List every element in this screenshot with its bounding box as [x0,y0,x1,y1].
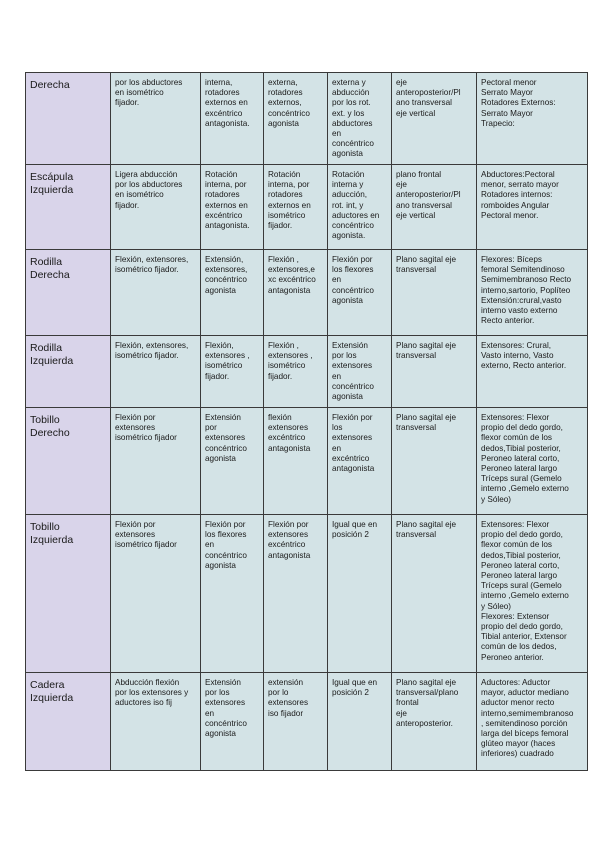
table-row [26,515,588,673]
table-cell: Plano sagital eje transversal/plano frontal eje anteroposterior. [392,673,477,771]
table-cell: Flexión, extensores, isométrico fijador. [111,250,201,336]
table-cell: Extensores: Flexor propio del dedo gordo, flexor común de los dedos,Tibial posterior, Peroneo lateral corto, Peroneo lateral largo Tríceps sural (Gemelo interno ,Gemelo externo y Sóleo) [477,408,588,515]
table-cell: extensión por lo extensores iso fijador [264,673,328,771]
table-cell: Plano sagital eje transversal [392,250,477,336]
table-cell: Flexión por extensores excéntrico antagonista [264,515,328,673]
table-cell: Flexión por los extensores en excéntrico antagonista [328,408,392,515]
muscle-analysis-table [25,72,588,771]
table-cell: Rotación interna y aducción, rot. int, y aductores en concéntrico agonista. [328,165,392,250]
table-row [26,250,588,336]
table-cell: flexión extensores excéntrico antagonista [264,408,328,515]
table-cell: Plano sagital eje transversal [392,336,477,408]
table-cell: Igual que en posición 2 [328,673,392,771]
table-cell: Flexión, extensores , isométrico fijador. [201,336,264,408]
table-row [26,408,588,515]
table-cell: Abducción flexión por los extensores y aductores iso fij [111,673,201,771]
table-cell: Flexión , extensores,e xc excéntrico antagonista [264,250,328,336]
table-cell: Pectoral menor Serrato Mayor Rotadores Externos: Serrato Mayor Trapecio: [477,73,588,165]
table-cell: Rotación interna, por rotadores externos en isométrico fijador. [264,165,328,250]
table-cell: Flexión por extensores isométrico fijador [111,515,201,673]
table-cell: Igual que en posición 2 [328,515,392,673]
table-cell: eje anteroposterior/Pl ano transversal eje vertical [392,73,477,165]
table-cell: Extensores: Crural, Vasto interno, Vasto externo, Recto anterior. [477,336,588,408]
table-cell: Flexores: Bíceps femoral Semitendinoso Semimembranoso Recto interno,sartorio, Poplíteo Extensión:crural,vasto interno vasto externo Recto anterior. [477,250,588,336]
table-cell: interna, rotadores externos en excéntrico antagonista. [201,73,264,165]
table-cell: Flexión , extensores , isométrico fijador. [264,336,328,408]
table-cell: externa, rotadores externos, concéntrico agonista [264,73,328,165]
table-cell: Extensores: Flexor propio del dedo gordo, flexor común de los dedos,Tibial posterior, Peroneo lateral corto, Peroneo lateral largo Tríceps sural (Gemelo interno ,Gemelo externo y Sóleo) Flexores: Extensor propio del dedo gordo, Tibial anterior, Extensor común de los dedos, Peroneo anterior. [477,515,588,673]
table-row [26,165,588,250]
joint-label: Tobillo Derecho [26,408,111,515]
table-row [26,73,588,165]
table-cell: Extensión por extensores concéntrico agonista [201,408,264,515]
table-cell: Flexión por los flexores en concéntrico agonista [201,515,264,673]
table-cell: Rotación interna, por rotadores externos en excéntrico antagonista. [201,165,264,250]
table-cell: por los abductores en isométrico fijador. [111,73,201,165]
table-cell: Plano sagital eje transversal [392,515,477,673]
table-cell: Flexión, extensores, isométrico fijador. [111,336,201,408]
table-row [26,336,588,408]
joint-label: Rodilla Derecha [26,250,111,336]
table-cell: Extensión por los extensores en concéntrico agonista [201,673,264,771]
table-cell: externa y abducción por los rot. ext. y los abductores en concéntrico agonista [328,73,392,165]
joint-label: Tobillo Izquierda [26,515,111,673]
joint-label: Derecha [26,73,111,165]
joint-label: Cadera Izquierda [26,673,111,771]
table-cell: Abductores:Pectoral menor, serrato mayor Rotadores internos: romboides Angular Pectoral menor. [477,165,588,250]
table-cell: Flexión por los flexores en concéntrico agonista [328,250,392,336]
joint-label: Escápula Izquierda [26,165,111,250]
joint-label: Rodilla Izquierda [26,336,111,408]
table-cell: Extensión, extensores, concéntrico agonista [201,250,264,336]
table-cell: Extensión por los extensores en concéntrico agonista [328,336,392,408]
table-cell: Plano sagital eje transversal [392,408,477,515]
table-row [26,673,588,771]
table-cell: plano frontal eje anteroposterior/Pl ano transversal eje vertical [392,165,477,250]
table-cell: Ligera abducción por los abductores en isométrico fijador. [111,165,201,250]
table-cell: Flexión por extensores isométrico fijador [111,408,201,515]
table-cell: Aductores: Aductor mayor, aductor mediano aductor menor recto interno,semimembranoso , semitendinoso porción larga del bíceps femoral glúteo mayor (haces inferiores) cuadrado [477,673,588,771]
